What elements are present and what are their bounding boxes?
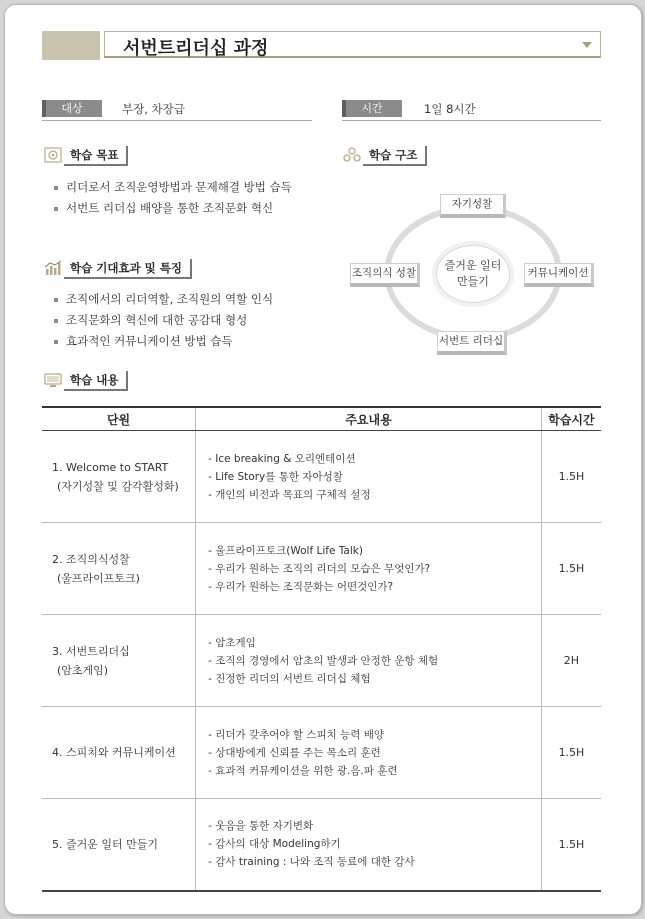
unit-name: 1. Welcome to START xyxy=(52,460,169,474)
curriculum-table xyxy=(42,406,601,892)
unit-sub: (울프라이프토크) xyxy=(57,571,140,585)
unit-cell xyxy=(42,799,196,891)
node-self-reflection: 자기성찰 xyxy=(440,194,506,218)
content-item: - 웃음을 통한 자기변화 xyxy=(208,820,314,833)
structure-heading: 학습 구조 xyxy=(363,146,427,166)
time-value: 1일 8시간 xyxy=(424,102,476,116)
content-item: - 울프라이프토크(Wolf Life Talk) xyxy=(208,544,363,557)
content-item: - Ice breaking & 오리엔테이션 xyxy=(208,452,356,465)
unit-cell xyxy=(42,431,196,523)
list-item: 조직에서의 리더역할, 조직원의 역할 인식 xyxy=(52,289,273,310)
time-cell: 1.5H xyxy=(541,523,601,615)
unit-name: 2. 조직의식성찰 xyxy=(52,552,130,566)
unit-cell xyxy=(42,523,196,615)
content-item: - 조직의 경영에서 암초의 발생과 안정한 운항 체험 xyxy=(208,654,439,667)
node-servant-leadership: 서번트 리더십 xyxy=(437,331,507,355)
main-content-cell xyxy=(196,799,542,891)
network-icon xyxy=(343,147,361,163)
node-communication: 커뮤니케이션 xyxy=(524,263,594,287)
main-content-cell xyxy=(196,707,542,799)
content-item: - 감사의 대상 Modeling하기 xyxy=(208,838,341,851)
target-value: 부장, 차장급 xyxy=(122,102,185,116)
center-goal xyxy=(436,245,510,303)
time-label: 시간 xyxy=(342,100,402,117)
content-heading: 학습 내용 xyxy=(64,371,128,391)
main-content-cell xyxy=(196,615,542,707)
time-cell: 1.5H xyxy=(541,707,601,799)
time-cell: 1.5H xyxy=(541,799,601,891)
unit-name: 4. 스피치와 커뮤니케이션 xyxy=(52,746,176,759)
list-item: 효과적인 커뮤니케이션 방법 습득 xyxy=(52,331,273,352)
column-header-unit: 단원 xyxy=(42,407,196,431)
effects-heading: 학습 기대효과 및 특징 xyxy=(64,259,192,279)
table-row xyxy=(42,799,601,891)
unit-sub: (자기성찰 및 감각활성화) xyxy=(57,479,179,493)
time-cell: 2H xyxy=(541,615,601,707)
content-item: - 효과적 커뮤케이션을 위한 광.음.파 훈련 xyxy=(208,764,398,777)
content-item: - 우리가 원하는 조직문화는 어떤것인가? xyxy=(208,580,394,593)
unit-name: 3. 서번트리더십 xyxy=(52,644,130,658)
target-icon xyxy=(44,147,62,163)
table-row xyxy=(42,707,601,799)
column-header-main: 주요내용 xyxy=(196,407,542,431)
goals-heading: 학습 목표 xyxy=(64,146,128,166)
list-item: 서번트 리더십 배양을 통한 조직문화 혁신 xyxy=(52,198,292,219)
content-item: - 리더가 갖추어야 할 스피치 능력 배양 xyxy=(208,728,385,741)
center-line-2: 만들기 xyxy=(457,275,489,288)
target-row xyxy=(42,99,312,121)
content-item: - 우리가 원하는 조직의 리더의 모습은 무엇인가? xyxy=(208,562,431,575)
table-row xyxy=(42,431,601,523)
content-item: - Life Story를 통한 자아성찰 xyxy=(208,470,343,483)
time-row xyxy=(342,99,601,121)
unit-sub: (암초게임) xyxy=(57,663,109,677)
unit-name: 5. 즐거운 일터 만들기 xyxy=(52,837,158,851)
content-item: - 암초게임 xyxy=(208,636,256,649)
list-item: 조직문화의 혁신에 대한 공감대 형성 xyxy=(52,310,273,331)
table-row xyxy=(42,523,601,615)
title-accent-block xyxy=(42,31,100,60)
main-content-cell xyxy=(196,431,542,523)
effects-list xyxy=(52,289,273,352)
target-label: 대상 xyxy=(42,100,102,117)
content-item: - 개인의 비전과 목표의 구체적 설정 xyxy=(208,488,371,501)
page-title: 서번트리더십 과정 xyxy=(123,38,269,59)
main-content-cell xyxy=(196,523,542,615)
title-bar xyxy=(104,31,601,58)
column-header-time: 학습시간 xyxy=(541,407,601,431)
content-item: - 진정한 리더의 서번트 리더십 체험 xyxy=(208,672,371,685)
dropdown-arrow-icon xyxy=(582,42,592,48)
time-cell: 1.5H xyxy=(541,431,601,523)
content-item: - 감사 training : 나와 조직 동료에 대한 감사 xyxy=(208,856,415,869)
unit-cell xyxy=(42,707,196,799)
table-row xyxy=(42,615,601,707)
monitor-icon xyxy=(44,372,62,388)
node-org-awareness: 조직의식 성찰 xyxy=(350,263,420,287)
content-item: - 상대방에게 신뢰를 주는 목소리 훈련 xyxy=(208,746,381,759)
list-item: 리더로서 조직운영방법과 문제해결 방법 습득 xyxy=(52,177,292,198)
table-header-row xyxy=(42,407,601,431)
center-line-1: 즐거운 일터 xyxy=(444,259,502,272)
goals-list xyxy=(52,177,292,219)
unit-cell xyxy=(42,615,196,707)
bar-chart-icon xyxy=(44,260,62,276)
